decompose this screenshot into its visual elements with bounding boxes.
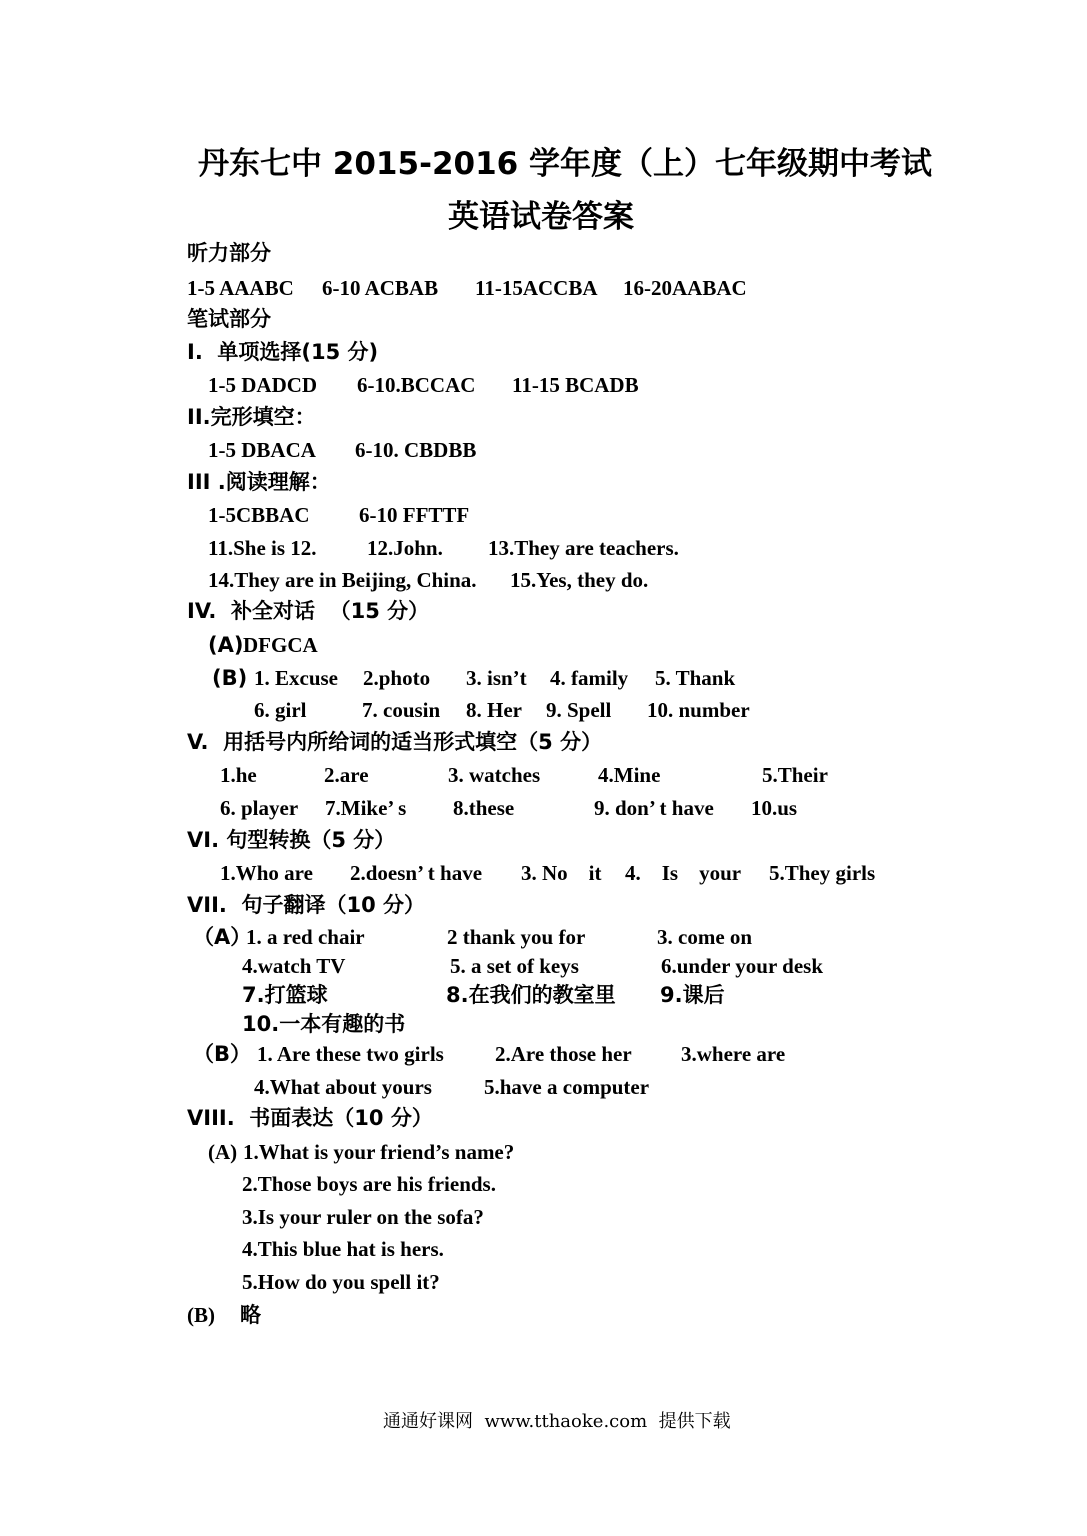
section-3-answer-12: 12.John. xyxy=(367,536,443,560)
section-7-part-a-label: （A） xyxy=(193,925,252,949)
section-1-answer-2: 6-10.BCCAC xyxy=(357,373,476,397)
section-3-heading: III .阅读理解： xyxy=(187,470,331,494)
section-4-part-b-label: (B) xyxy=(212,666,248,690)
section-5-answer-3: 3. watches xyxy=(448,763,541,787)
section-6-answer-3: 3. No it xyxy=(521,861,602,885)
written-heading: 笔试部分 xyxy=(187,307,271,331)
listening-answer-3: 11-15ACCBA xyxy=(475,276,598,300)
section-4-part-a-answer: DFGCA xyxy=(243,633,318,657)
page-footer: 通通好课网 www.tthaoke.com 提供下载 xyxy=(383,1411,731,1432)
section-8-answer-1: 1.What is your friend’s name? xyxy=(243,1140,515,1164)
page-title: 丹东七中 2015-2016 学年度（上）七年级期中考试 xyxy=(198,146,933,182)
section-4-answer-8: 8. Her xyxy=(466,698,522,722)
section-7-answer-4: 4.watch TV xyxy=(242,954,346,978)
section-5-heading: V. 用括号内所给词的适当形式填空（5 分） xyxy=(187,730,603,754)
section-7-answer-1: 1. a red chair xyxy=(246,925,365,949)
section-2-heading: II.完形填空： xyxy=(187,405,316,429)
section-7-b-answer-4: 4.What about yours xyxy=(254,1075,432,1099)
section-5-answer-9: 9. don’ t have xyxy=(594,796,714,820)
section-5-answer-10: 10.us xyxy=(751,796,798,820)
section-8-answer-4: 4.This blue hat is hers. xyxy=(242,1237,444,1261)
section-1-answer-1: 1-5 DADCD xyxy=(208,373,318,397)
section-4-answer-1: 1. Excuse xyxy=(254,666,338,690)
section-3-answer-15: 15.Yes, they do. xyxy=(510,568,649,592)
section-7-answer-2: 2 thank you for xyxy=(447,925,586,949)
section-5-answer-1: 1.he xyxy=(220,763,257,787)
section-5-answer-4: 4.Mine xyxy=(598,763,661,787)
section-4-heading: IV. 补全对话 （15 分） xyxy=(187,599,430,623)
section-4-answer-9: 9. Spell xyxy=(546,698,612,722)
section-7-answer-10: 10.一本有趣的书 xyxy=(242,1012,406,1036)
section-6-answer-1: 1.Who are xyxy=(220,861,313,885)
section-7-answer-8: 8.在我们的教室里 xyxy=(446,983,616,1007)
section-7-answer-7: 7.打篮球 xyxy=(242,983,328,1007)
section-3-answer-13: 13.They are teachers. xyxy=(488,536,679,560)
section-4-answer-6: 6. girl xyxy=(254,698,307,722)
section-7-answer-3: 3. come on xyxy=(657,925,753,949)
listening-heading: 听力部分 xyxy=(187,241,271,265)
listening-answer-1: 1-5 AAABC xyxy=(187,276,294,300)
listening-answer-2: 6-10 ACBAB xyxy=(322,276,439,300)
section-7-heading: VII. 句子翻译（10 分） xyxy=(187,893,426,917)
section-5-answer-8: 8.these xyxy=(453,796,515,820)
section-6-answer-2: 2.doesn’ t have xyxy=(350,861,483,885)
listening-answer-4: 16-20AABAC xyxy=(623,276,747,300)
section-6-heading: VI. 句型转换（5 分） xyxy=(187,828,396,852)
section-3-answer-14: 14.They are in Beijing, China. xyxy=(208,568,477,592)
section-3-answer-11: 11.She is 12. xyxy=(208,536,317,560)
section-8-answer-3: 3.Is your ruler on the sofa? xyxy=(242,1205,484,1229)
section-4-answer-4: 4. family xyxy=(550,666,629,690)
section-8-part-a-label: (A) xyxy=(208,1140,238,1164)
section-4-answer-10: 10. number xyxy=(647,698,750,722)
section-4-answer-5: 5. Thank xyxy=(655,666,736,690)
section-4-answer-7: 7. cousin xyxy=(362,698,441,722)
section-8-answer-2: 2.Those boys are his friends. xyxy=(242,1172,496,1196)
section-1-answer-3: 11-15 BCADB xyxy=(512,373,639,397)
section-8-heading: VIII. 书面表达（10 分） xyxy=(187,1106,433,1130)
section-7-b-answer-2: 2.Are those her xyxy=(495,1042,632,1066)
section-7-b-answer-3: 3.where are xyxy=(681,1042,786,1066)
section-7-b-answer-5: 5.have a computer xyxy=(484,1075,650,1099)
section-6-answer-5: 5.They girls xyxy=(769,861,876,885)
section-8-part-b-label: (B) xyxy=(187,1303,215,1327)
section-8-answer-5: 5.How do you spell it? xyxy=(242,1270,440,1294)
section-5-answer-2: 2.are xyxy=(324,763,369,787)
section-6-answer-4: 4. Is your xyxy=(625,861,742,885)
section-3-answer-2: 6-10 FFTTF xyxy=(359,503,470,527)
section-2-answer-1: 1-5 DBACA xyxy=(208,438,316,462)
section-7-answer-6: 6.under your desk xyxy=(661,954,824,978)
section-5-answer-6: 6. player xyxy=(220,796,299,820)
page-subtitle: 英语试卷答案 xyxy=(448,199,634,235)
section-2-answer-2: 6-10. CBDBB xyxy=(355,438,477,462)
section-4-answer-2: 2.photo xyxy=(363,666,431,690)
section-5-answer-7: 7.Mike’ s xyxy=(325,796,407,820)
section-4-answer-3: 3. isn’t xyxy=(466,666,527,690)
section-8-part-b-answer: 略 xyxy=(240,1303,261,1327)
section-7-answer-9: 9.课后 xyxy=(660,983,725,1007)
section-3-answer-1: 1-5CBBAC xyxy=(208,503,310,527)
section-7-b-answer-1: 1. Are these two girls xyxy=(257,1042,444,1066)
section-4-part-a-label: (A) xyxy=(208,633,244,657)
section-1-heading: I. 单项选择(15 分) xyxy=(187,340,379,364)
section-7-part-b-label: （B） xyxy=(193,1042,252,1066)
section-5-answer-5: 5.Their xyxy=(762,763,828,787)
section-7-answer-5: 5. a set of keys xyxy=(450,954,579,978)
